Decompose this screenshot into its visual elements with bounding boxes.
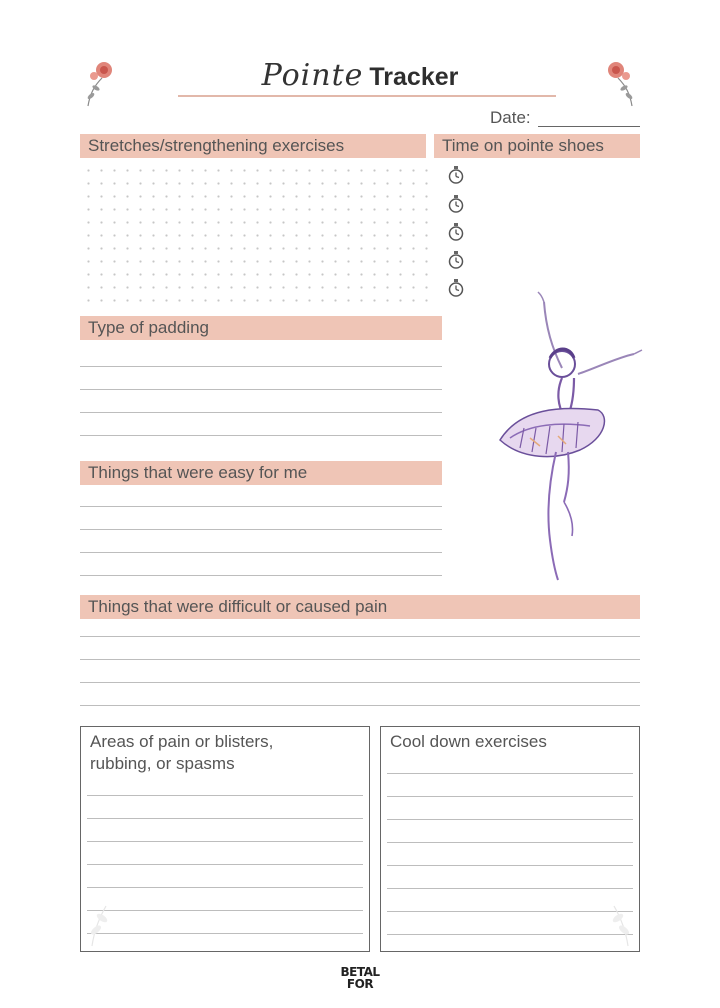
ballerina-illustration: [470, 288, 650, 588]
cool-down-line[interactable]: [387, 773, 633, 774]
padding-line[interactable]: [80, 389, 442, 390]
difficult-line[interactable]: [80, 636, 640, 637]
areas-of-pain-line[interactable]: [87, 910, 363, 911]
stretches-header: Stretches/strengthening exercises: [80, 134, 426, 158]
difficult-line[interactable]: [80, 705, 640, 706]
brand-logo-line2: FOR: [346, 977, 374, 991]
areas-of-pain-label: [90, 731, 273, 775]
easy-line[interactable]: [80, 529, 442, 530]
stretches-dot-grid[interactable]: [82, 164, 430, 302]
cool-down-line[interactable]: [387, 796, 633, 797]
stopwatch-icon: [446, 278, 466, 298]
padding-line[interactable]: [80, 412, 442, 413]
cool-down-line[interactable]: [387, 888, 633, 889]
cool-down-box[interactable]: [380, 726, 640, 952]
easy-line[interactable]: [80, 552, 442, 553]
cool-down-line[interactable]: [387, 842, 633, 843]
brand-logo: [0, 966, 720, 990]
cool-down-line[interactable]: [387, 934, 633, 935]
title-underline: [178, 95, 556, 97]
stopwatch-icon: [446, 250, 466, 270]
padding-line[interactable]: [80, 435, 442, 436]
difficult-line[interactable]: [80, 659, 640, 660]
cool-down-label: Cool down exercises: [390, 732, 547, 751]
areas-of-pain-line[interactable]: [87, 818, 363, 819]
padding-line[interactable]: [80, 366, 442, 367]
leaf-decoration-icon: [606, 898, 636, 948]
cool-down-line[interactable]: [387, 865, 633, 866]
areas-of-pain-line[interactable]: [87, 887, 363, 888]
leaf-decoration-icon: [84, 898, 114, 948]
easy-line[interactable]: [80, 506, 442, 507]
difficult-line[interactable]: [80, 682, 640, 683]
padding-header: Type of padding: [80, 316, 442, 340]
date-field[interactable]: [538, 126, 640, 127]
stopwatch-icon: [446, 222, 466, 242]
page-title: [0, 58, 720, 93]
areas-of-pain-line[interactable]: [87, 795, 363, 796]
areas-of-pain-label-line1: Areas of pain or blisters,: [90, 732, 274, 751]
date-label: Date:: [490, 108, 531, 127]
time-on-pointe-header: Time on pointe shoes: [434, 134, 640, 158]
easy-header: Things that were easy for me: [80, 461, 442, 485]
cool-down-line[interactable]: [387, 911, 633, 912]
areas-of-pain-line[interactable]: [87, 841, 363, 842]
title-script: Pointe: [261, 58, 364, 93]
areas-of-pain-line[interactable]: [87, 864, 363, 865]
areas-of-pain-box[interactable]: [80, 726, 370, 952]
cool-down-line[interactable]: [387, 819, 633, 820]
stopwatch-icon: [446, 194, 466, 214]
areas-of-pain-line[interactable]: [87, 933, 363, 934]
easy-line[interactable]: [80, 575, 442, 576]
stopwatch-icon: [446, 165, 466, 185]
areas-of-pain-label-line2: rubbing, or spasms: [90, 754, 235, 773]
title-main: Tracker: [369, 63, 459, 91]
difficult-header: Things that were difficult or caused pain: [80, 595, 640, 619]
brand-logo-line1: BETAL: [340, 965, 380, 979]
